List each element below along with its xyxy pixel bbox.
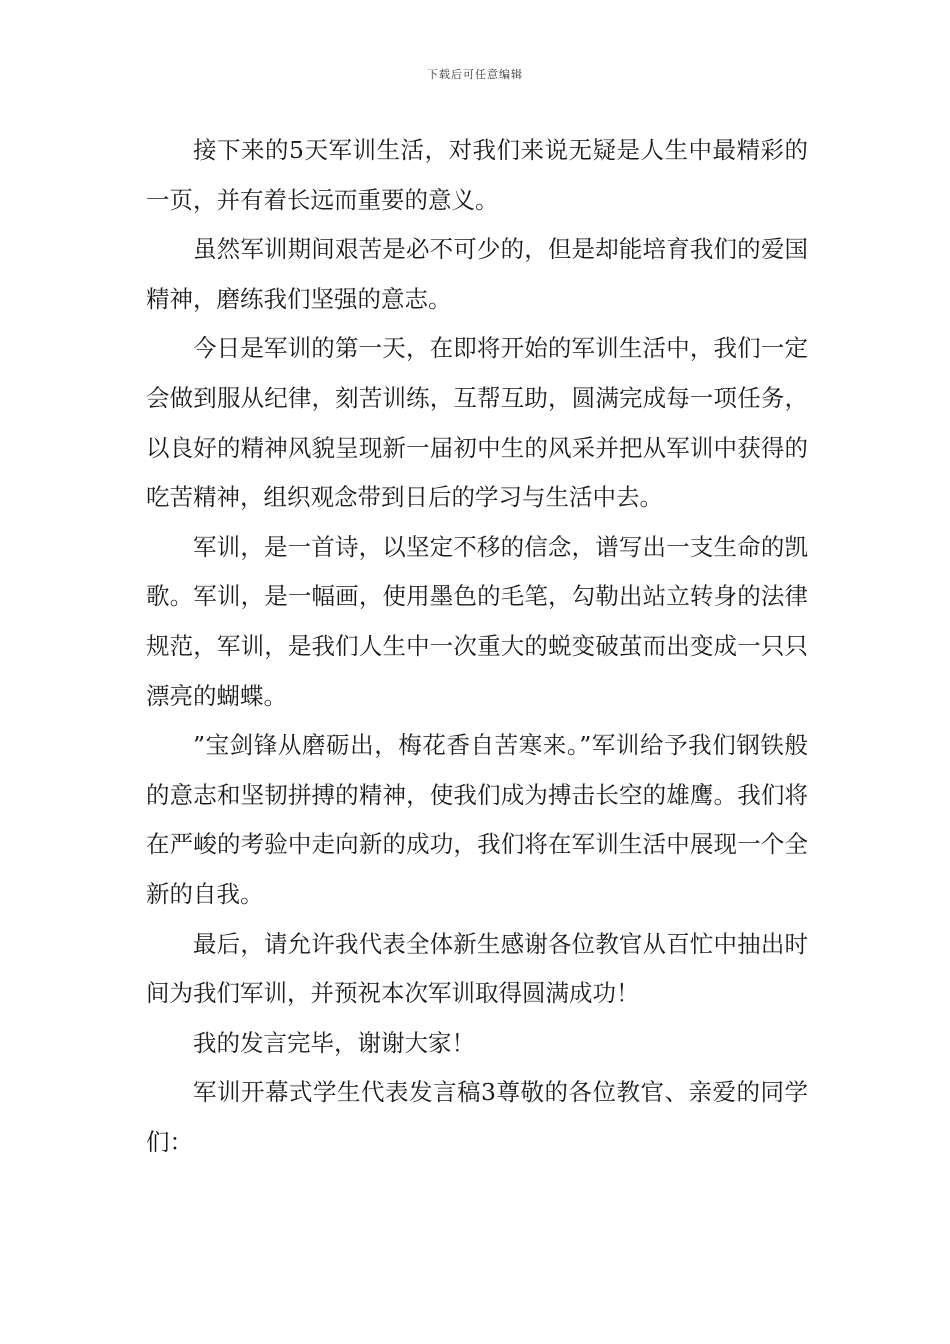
paragraph: 虽然军训期间艰苦是必不可少的，但是却能培育我们的爱国精神，磨练我们坚强的意志。 xyxy=(146,235,808,313)
paragraph: 军训开幕式学生代表发言稿3尊敬的各位教官、亲爱的同学们： xyxy=(146,1078,808,1156)
paragraph: 今日是军训的第一天，在即将开始的军训生活中，我们一定会做到服从纪律，刻苦训练，互帮互助，圆满完成每一项任务，以良好的精神风貌呈现新一届初中生的风采并把从军训中获得的吃苦精神，组织观念带到日后的学习与生活中去。 xyxy=(146,334,808,512)
header-note: 下载后可任意编辑 xyxy=(427,68,523,81)
paragraph: ”宝剑锋从磨砺出，梅花香自苦寒来。”军训给予我们钢铁般的意志和坚韧拼搏的精神，使我们成为搏击长空的雄鹰。我们将在严峻的考验中走向新的成功，我们将在军训生活中展现一个全新的自我。 xyxy=(146,731,808,908)
paragraph: 军训，是一首诗，以坚定不移的信念，谱写出一支生命的凯歌。军训，是一幅画，使用墨色的毛笔，勾勒出站立转身的法律规范，军训，是我们人生中一次重大的蜕变破茧而出变成一只只漂亮的蝴蝶。 xyxy=(146,532,808,710)
document-body xyxy=(146,126,808,1167)
paragraph: 最后，请允许我代表全体新生感谢各位教官从百忙中抽出时间为我们军训，并预祝本次军训取得圆满成功！ xyxy=(146,929,808,1008)
paragraph: 接下来的5天军训生活，对我们来说无疑是人生中最精彩的一页，并有着长远而重要的意义。 xyxy=(146,136,808,214)
paragraph: 我的发言完毕，谢谢大家！ xyxy=(193,1028,475,1057)
